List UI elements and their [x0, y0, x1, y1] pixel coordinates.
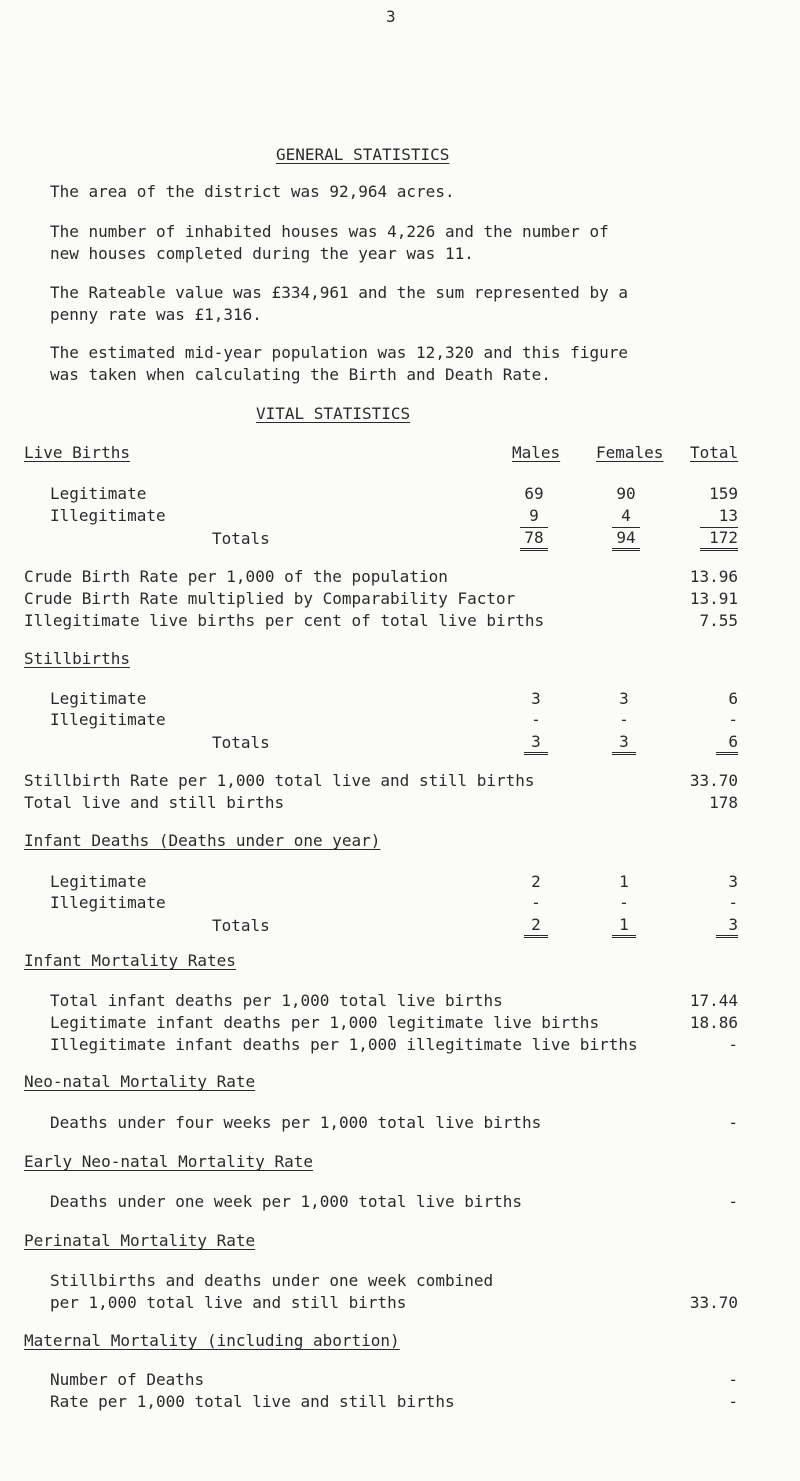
maternal-deaths-label: Number of Deaths: [50, 1370, 205, 1389]
vital-statistics-heading: VITAL STATISTICS: [256, 404, 411, 423]
live-births-males-cell: 69: [524, 484, 544, 503]
total-live-still-births-value: 178: [709, 793, 738, 812]
infant-rate-label: Illegitimate infant deaths per 1,000 illegitimate live births: [50, 1035, 638, 1054]
live-births-heading: Live Births: [24, 443, 130, 462]
rateable-paragraph-line2: penny rate was £1,316.: [50, 305, 262, 324]
page-number: 3: [386, 7, 396, 26]
perinatal-value: 33.70: [689, 1293, 738, 1312]
stillbirths-heading: Stillbirths: [24, 649, 130, 668]
area-paragraph: The area of the district was 92,964 acres.: [50, 182, 455, 201]
infant-deaths-totals-males: 2: [524, 915, 548, 938]
early-neonatal-label: Deaths under one week per 1,000 total live births: [50, 1192, 523, 1211]
stillbirths-females-cell: 3: [619, 689, 629, 708]
maternal-heading: Maternal Mortality (including abortion): [24, 1331, 400, 1350]
live-births-totals-males: 78: [520, 528, 548, 551]
crude-birth-rate-value: 13.96: [689, 567, 738, 586]
stillbirths-row-label: Illegitimate: [50, 710, 166, 729]
total-live-still-births-label: Total live and still births: [24, 793, 285, 812]
stillbirth-rate-label: Stillbirth Rate per 1,000 total live and still births: [24, 771, 535, 790]
neonatal-value: -: [728, 1113, 738, 1132]
live-births-totals-total: 172: [700, 528, 738, 551]
infant-deaths-males-cell: 2: [531, 872, 541, 891]
infant-rate-value: 18.86: [689, 1013, 738, 1032]
live-births-total-cell: 159: [709, 484, 738, 503]
stillbirths-row-label: Legitimate: [50, 689, 147, 708]
live-births-row-label: Illegitimate: [50, 506, 166, 525]
infant-deaths-row-label: Illegitimate: [50, 893, 166, 912]
perinatal-heading: Perinatal Mortality Rate: [24, 1231, 256, 1250]
stillbirths-total-cell: 6: [728, 689, 738, 708]
maternal-rate-label: Rate per 1,000 total live and still births: [50, 1392, 455, 1411]
stillbirths-totals-label: Totals: [212, 733, 270, 752]
early-neonatal-value: -: [728, 1192, 738, 1211]
live-births-total-cell: 13: [700, 505, 738, 528]
infant-deaths-totals-label: Totals: [212, 916, 270, 935]
infant-deaths-totals-females: 1: [612, 915, 636, 938]
infant-mortality-heading: Infant Mortality Rates: [24, 951, 236, 970]
illegitimate-percent-value: 7.55: [699, 611, 738, 630]
stillbirths-totals-females: 3: [612, 732, 636, 755]
stillbirths-total-cell: -: [728, 710, 738, 729]
infant-rate-value: 17.44: [689, 991, 738, 1010]
live-births-females-cell: 4: [612, 505, 640, 528]
stillbirths-totals-males: 3: [524, 732, 548, 755]
illegitimate-percent-label: Illegitimate live births per cent of total live births: [24, 611, 545, 630]
houses-paragraph-line1: The number of inhabited houses was 4,226 and the number of: [50, 222, 609, 241]
crude-birth-rate-label: Crude Birth Rate per 1,000 of the population: [24, 567, 448, 586]
adjusted-birth-rate-label: Crude Birth Rate multiplied by Comparability Factor: [24, 589, 516, 608]
stillbirths-totals-total: 6: [716, 732, 738, 755]
early-neonatal-heading: Early Neo-natal Mortality Rate: [24, 1152, 313, 1171]
infant-deaths-females-cell: -: [619, 893, 629, 912]
perinatal-label-line1: Stillbirths and deaths under one week combined: [50, 1271, 494, 1290]
infant-deaths-females-cell: 1: [619, 872, 629, 891]
general-statistics-heading: GENERAL STATISTICS: [276, 145, 450, 164]
infant-deaths-total-cell: 3: [728, 872, 738, 891]
infant-deaths-total-cell: -: [728, 893, 738, 912]
adjusted-birth-rate-value: 13.91: [689, 589, 738, 608]
males-column-header: Males: [512, 443, 561, 462]
neonatal-heading: Neo-natal Mortality Rate: [24, 1072, 256, 1091]
maternal-deaths-value: -: [728, 1370, 738, 1389]
stillbirths-males-cell: -: [531, 710, 541, 729]
population-paragraph-line2: was taken when calculating the Birth and Death Rate.: [50, 365, 551, 384]
infant-deaths-heading: Infant Deaths (Deaths under one year): [24, 831, 381, 850]
houses-paragraph-line2: new houses completed during the year was 11.: [50, 244, 474, 263]
perinatal-label-line2: per 1,000 total live and still births: [50, 1293, 407, 1312]
infant-rate-label: Total infant deaths per 1,000 total live births: [50, 991, 503, 1010]
infant-deaths-row-label: Legitimate: [50, 872, 147, 891]
live-births-females-cell: 90: [616, 484, 636, 503]
population-paragraph-line1: The estimated mid-year population was 12,320 and this figure: [50, 343, 628, 362]
total-column-header: Total: [690, 443, 739, 462]
stillbirth-rate-value: 33.70: [689, 771, 738, 790]
maternal-rate-value: -: [728, 1392, 738, 1411]
stillbirths-females-cell: -: [619, 710, 629, 729]
females-column-header: Females: [596, 443, 664, 462]
neonatal-label: Deaths under four weeks per 1,000 total live births: [50, 1113, 542, 1132]
live-births-males-cell: 9: [520, 505, 548, 528]
infant-rate-label: Legitimate infant deaths per 1,000 legitimate live births: [50, 1013, 600, 1032]
infant-rate-value: -: [728, 1035, 738, 1054]
infant-deaths-totals-total: 3: [716, 915, 738, 938]
rateable-paragraph-line1: The Rateable value was £334,961 and the sum represented by a: [50, 283, 628, 302]
live-births-totals-females: 94: [612, 528, 640, 551]
stillbirths-males-cell: 3: [531, 689, 541, 708]
live-births-row-label: Legitimate: [50, 484, 147, 503]
infant-deaths-males-cell: -: [531, 893, 541, 912]
live-births-totals-label: Totals: [212, 529, 270, 548]
